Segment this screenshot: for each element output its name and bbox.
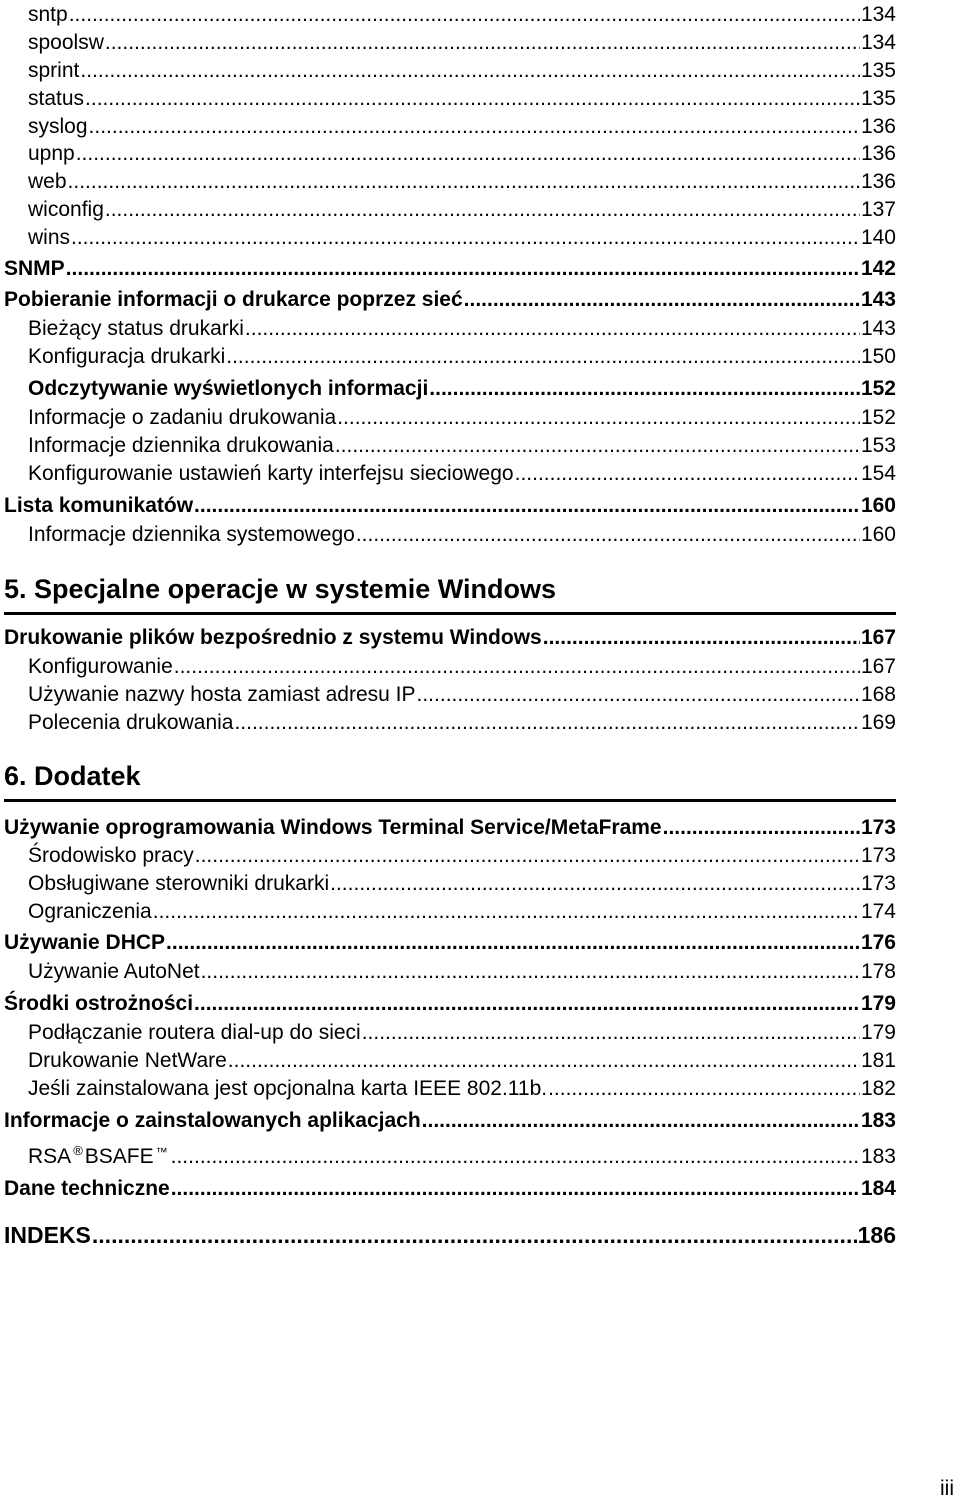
page-number: iii bbox=[940, 1477, 954, 1500]
toc-entry-label: Drukowanie plików bezpośrednio z systemu Windows bbox=[4, 626, 542, 649]
toc-entry[interactable] bbox=[28, 961, 896, 982]
dot-leader bbox=[515, 463, 860, 484]
toc-entry-page: 186 bbox=[857, 1222, 896, 1248]
toc-entry-label: status bbox=[28, 87, 85, 110]
toc-entry[interactable] bbox=[28, 435, 896, 456]
toc-entry-page: 135 bbox=[860, 59, 896, 82]
toc-entry[interactable] bbox=[28, 463, 896, 484]
toc-entry[interactable] bbox=[28, 199, 896, 220]
toc-entry[interactable] bbox=[28, 1078, 896, 1099]
toc-entry-label: upnp bbox=[28, 142, 75, 165]
dot-leader bbox=[464, 289, 860, 310]
dot-leader bbox=[663, 817, 860, 838]
toc-entry-label: syslog bbox=[28, 115, 88, 138]
dot-leader bbox=[166, 932, 860, 953]
chapter-rule bbox=[4, 799, 896, 802]
toc-entry[interactable] bbox=[28, 171, 896, 192]
toc-entry-label: INDEKS bbox=[4, 1222, 91, 1248]
dot-leader bbox=[92, 1224, 857, 1247]
toc-entry-page: 134 bbox=[860, 31, 896, 54]
toc-entry-page: 150 bbox=[860, 345, 896, 368]
dot-leader bbox=[195, 845, 860, 866]
toc-entry-label: Pobieranie informacji o drukarce poprzez sieć bbox=[4, 288, 463, 311]
dot-leader bbox=[69, 4, 860, 25]
toc-entry-label: Informacje dziennika drukowania bbox=[28, 434, 334, 457]
dot-leader bbox=[422, 1110, 860, 1131]
dot-leader bbox=[245, 318, 860, 339]
toc-entry[interactable] bbox=[4, 1224, 896, 1247]
toc-entry[interactable] bbox=[28, 346, 896, 367]
toc-entry[interactable] bbox=[4, 993, 896, 1014]
toc-entry-label: Odczytywanie wyświetlonych informacji bbox=[28, 377, 429, 400]
toc-entry-page: 153 bbox=[860, 434, 896, 457]
toc-entry-label: sprint bbox=[28, 59, 80, 82]
toc-entry-page: 143 bbox=[860, 317, 896, 340]
dot-leader bbox=[85, 88, 860, 109]
dot-leader bbox=[234, 712, 859, 733]
toc-entry[interactable] bbox=[4, 258, 896, 279]
bsafe-label: BSAFE bbox=[84, 1145, 154, 1168]
dot-leader bbox=[174, 656, 860, 677]
toc-entry[interactable] bbox=[28, 227, 896, 248]
chapter-heading: 5. Specjalne operacje w systemie Windows bbox=[4, 574, 556, 604]
dot-leader bbox=[330, 873, 860, 894]
toc-entry-label: Informacje o zainstalowanych aplikacjach bbox=[4, 1109, 421, 1132]
toc-entry-label: Używanie DHCP bbox=[4, 931, 166, 954]
toc-entry-page: 160 bbox=[860, 523, 896, 546]
dot-leader bbox=[194, 495, 860, 516]
toc-entry-page: 136 bbox=[860, 142, 896, 165]
dot-leader bbox=[337, 407, 860, 428]
toc-entry-label: Drukowanie NetWare bbox=[28, 1049, 227, 1072]
toc-entry-page: 143 bbox=[860, 288, 896, 311]
toc-entry[interactable] bbox=[28, 1022, 896, 1043]
toc-entry-label: Bieżący status drukarki bbox=[28, 317, 244, 340]
toc-entry[interactable] bbox=[28, 4, 896, 25]
dot-leader bbox=[66, 258, 860, 279]
toc-entry[interactable] bbox=[28, 684, 896, 705]
toc-entry-label: Używanie nazwy hosta zamiast adresu IP bbox=[28, 683, 416, 706]
toc-entry-page: 179 bbox=[860, 992, 896, 1015]
dot-leader bbox=[543, 627, 860, 648]
toc-entry[interactable] bbox=[28, 712, 896, 733]
toc-entry[interactable] bbox=[28, 524, 896, 545]
dot-leader bbox=[356, 524, 860, 545]
toc-entry-label: SNMP bbox=[4, 257, 65, 280]
toc-entry-page: 160 bbox=[860, 494, 896, 517]
toc-entry-label: Konfiguracja drukarki bbox=[28, 345, 226, 368]
toc-entry-label: Jeśli zainstalowana jest opcjonalna karta IEEE 802.11b. bbox=[28, 1077, 548, 1100]
toc-entry-page: 140 bbox=[860, 226, 896, 249]
toc-entry-page: 179 bbox=[860, 1021, 896, 1044]
toc-entry-label: Konfigurowanie bbox=[28, 655, 173, 678]
toc-entry[interactable] bbox=[28, 116, 896, 137]
dot-leader bbox=[548, 1078, 860, 1099]
toc-entry[interactable] bbox=[28, 32, 896, 53]
toc-entry-label: Środki ostrożności bbox=[4, 992, 194, 1015]
trademark-mark: ™ bbox=[155, 1145, 168, 1159]
toc-entry-page: 136 bbox=[860, 170, 896, 193]
toc-entry-page: 136 bbox=[860, 115, 896, 138]
dot-leader bbox=[228, 1050, 860, 1071]
toc-entry-page: 135 bbox=[860, 87, 896, 110]
toc-entry[interactable] bbox=[28, 378, 896, 399]
dot-leader bbox=[335, 435, 860, 456]
toc-entry-label: Używanie AutoNet bbox=[28, 960, 200, 983]
dot-leader bbox=[105, 32, 860, 53]
toc-entry-page: 183 bbox=[860, 1145, 896, 1168]
toc-entry-page: 152 bbox=[860, 406, 896, 429]
toc-entry-label: spoolsw bbox=[28, 31, 104, 54]
chapter-heading: 6. Dodatek bbox=[4, 761, 141, 791]
toc-entry-label: Podłączanie routera dial-up do sieci bbox=[28, 1021, 361, 1044]
toc-entry-page: 176 bbox=[860, 931, 896, 954]
toc-entry[interactable] bbox=[28, 1050, 896, 1071]
toc-entry-page: 167 bbox=[860, 655, 896, 678]
toc-entry-page: 167 bbox=[860, 626, 896, 649]
toc-entry-page: 168 bbox=[860, 683, 896, 706]
toc-entry[interactable] bbox=[4, 817, 896, 838]
toc-entry[interactable] bbox=[4, 627, 896, 648]
toc-entry[interactable] bbox=[28, 873, 896, 894]
toc-entry-page: 134 bbox=[860, 3, 896, 26]
toc-entry[interactable] bbox=[4, 495, 896, 516]
chapter-rule bbox=[4, 612, 896, 615]
dot-leader bbox=[71, 227, 860, 248]
toc-entry[interactable] bbox=[28, 656, 896, 677]
dot-leader bbox=[201, 961, 860, 982]
toc-entry-label: Obsługiwane sterowniki drukarki bbox=[28, 872, 330, 895]
toc-entry-page: 183 bbox=[860, 1109, 896, 1132]
toc-entry[interactable] bbox=[28, 407, 896, 428]
toc-entry-label: Środowisko pracy bbox=[28, 844, 194, 867]
toc-entry-label: sntp bbox=[28, 3, 68, 26]
dot-leader bbox=[194, 993, 860, 1014]
registered-mark: ® bbox=[73, 1143, 83, 1158]
dot-leader bbox=[171, 1146, 860, 1167]
toc-entry[interactable] bbox=[28, 901, 896, 922]
toc-entry-label: wiconfig bbox=[28, 198, 104, 221]
toc-entry[interactable] bbox=[28, 1144, 896, 1167]
dot-leader bbox=[417, 684, 860, 705]
toc-entry-page: 154 bbox=[860, 462, 896, 485]
toc-entry-label: Ograniczenia bbox=[28, 900, 152, 923]
dot-leader bbox=[89, 116, 860, 137]
toc-entry[interactable] bbox=[28, 845, 896, 866]
toc-entry-label: web bbox=[28, 170, 67, 193]
toc-entry-label: Dane techniczne bbox=[4, 1177, 170, 1200]
toc-entry-page: 173 bbox=[860, 872, 896, 895]
toc-entry-page: 169 bbox=[860, 711, 896, 734]
rsa-label: RSA bbox=[28, 1145, 72, 1168]
toc-entry[interactable] bbox=[28, 60, 896, 81]
toc-entry-page: 178 bbox=[860, 960, 896, 983]
dot-leader bbox=[105, 199, 860, 220]
toc-entry-label: Używanie oprogramowania Windows Terminal Service/MetaFrame bbox=[4, 816, 662, 839]
toc-entry[interactable] bbox=[4, 1110, 896, 1131]
dot-leader bbox=[68, 171, 860, 192]
toc-entry-label bbox=[28, 1144, 170, 1167]
dot-leader bbox=[80, 60, 860, 81]
dot-leader bbox=[362, 1022, 860, 1043]
toc-entry-page: 137 bbox=[860, 198, 896, 221]
dot-leader bbox=[153, 901, 860, 922]
toc-entry-page: 174 bbox=[860, 900, 896, 923]
toc-entry-page: 152 bbox=[860, 377, 896, 400]
dot-leader bbox=[429, 378, 860, 399]
toc-entry[interactable] bbox=[28, 143, 896, 164]
toc-entry[interactable] bbox=[4, 289, 896, 310]
toc-entry-page: 184 bbox=[860, 1177, 896, 1200]
dot-leader bbox=[171, 1178, 860, 1199]
toc-entry[interactable] bbox=[28, 88, 896, 109]
dot-leader bbox=[226, 346, 860, 367]
toc-entry-label: wins bbox=[28, 226, 71, 249]
toc-entry[interactable] bbox=[4, 932, 896, 953]
toc-entry-page: 182 bbox=[860, 1077, 896, 1100]
toc-entry-label: Konfigurowanie ustawień karty interfejsu sieciowego bbox=[28, 462, 514, 485]
toc-entry-page: 142 bbox=[860, 257, 896, 280]
toc-entry[interactable] bbox=[28, 318, 896, 339]
toc-entry-page: 173 bbox=[860, 844, 896, 867]
toc-entry-label: Polecenia drukowania bbox=[28, 711, 234, 734]
toc-entry-page: 181 bbox=[860, 1049, 896, 1072]
dot-leader bbox=[76, 143, 860, 164]
toc-entry-page: 173 bbox=[860, 816, 896, 839]
toc-entry-label: Lista komunikatów bbox=[4, 494, 194, 517]
toc-entry[interactable] bbox=[4, 1178, 896, 1199]
toc-entry-label: Informacje dziennika systemowego bbox=[28, 523, 355, 546]
toc-entry-label: Informacje o zadaniu drukowania bbox=[28, 406, 337, 429]
